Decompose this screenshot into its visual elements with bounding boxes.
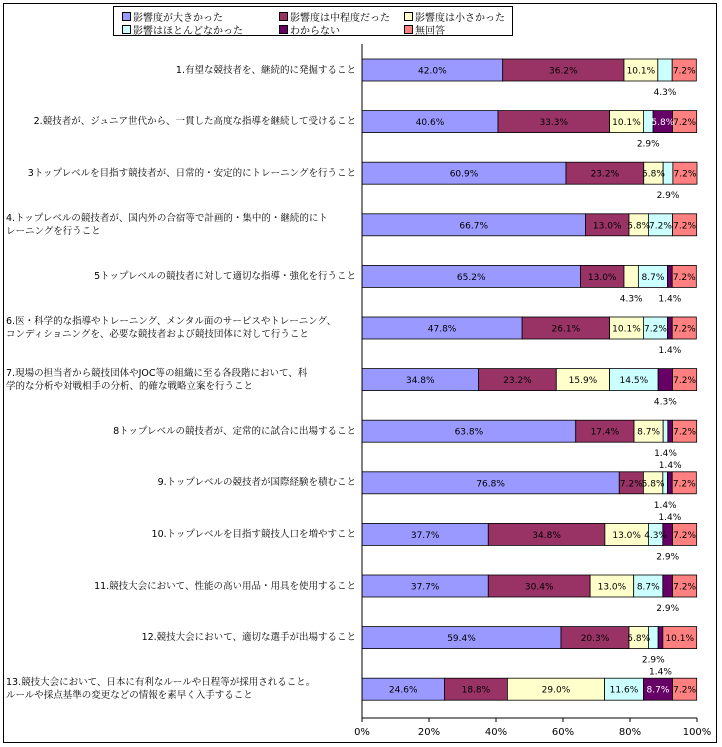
data-label: 7.2% xyxy=(673,169,697,180)
data-label: 37.7% xyxy=(410,582,440,593)
data-label: 4.3% xyxy=(653,88,677,98)
data-label: 29.0% xyxy=(541,685,571,696)
data-label: 1.4% xyxy=(654,449,677,460)
data-label: 8.7% xyxy=(641,272,665,283)
data-label: 40.6% xyxy=(415,118,445,129)
data-label: 26.1% xyxy=(551,324,581,335)
data-label: 7.2% xyxy=(673,427,697,438)
data-label: 4.3% xyxy=(619,294,643,305)
data-label: 8.7% xyxy=(637,427,661,438)
category-label-line: 11.競技大会において、性能の高い用品・用具を使用すること xyxy=(94,580,356,592)
x-tick-label: 60% xyxy=(551,727,575,738)
category-label-line: 12.競技大会において、適切な選手が出場すること xyxy=(141,632,356,644)
data-label: 33.3% xyxy=(539,118,569,129)
x-tick-label: 100% xyxy=(682,727,712,738)
data-label: 63.8% xyxy=(454,427,484,438)
data-label: 37.7% xyxy=(410,530,440,541)
data-label: 76.8% xyxy=(476,479,505,490)
data-label: 7.2% xyxy=(619,479,643,490)
category-label-line: レーニングを行うこと xyxy=(6,225,101,237)
data-label: 7.2% xyxy=(673,118,697,129)
bar-segment xyxy=(658,627,663,649)
bar-segment xyxy=(658,59,672,81)
x-tick-label: 80% xyxy=(618,727,642,738)
data-label: 7.2% xyxy=(673,221,697,232)
bar-segment xyxy=(668,420,673,442)
bar-segment xyxy=(663,575,673,597)
data-label: 13.0% xyxy=(597,582,627,593)
legend-label: 無回答 xyxy=(415,26,445,37)
data-label: 4.3% xyxy=(653,397,677,408)
data-label: 7.2% xyxy=(673,530,697,541)
data-label: 23.2% xyxy=(590,169,620,180)
data-label: 7.2% xyxy=(649,221,672,232)
data-label: 65.2% xyxy=(456,272,486,283)
bar-segment xyxy=(668,265,673,287)
category-label-line: 7.現場の担当者から競技団体やJOC等の組織に至る各段階において、科 xyxy=(6,367,308,379)
data-label: 34.8% xyxy=(405,376,435,387)
data-label: 23.2% xyxy=(503,376,532,387)
data-label: 8.7% xyxy=(646,685,670,696)
category-label-line: 3トップレベルを目指す競技者が、日常的・安定的にトレーニングを行うこと xyxy=(27,167,356,179)
data-label: 1.4% xyxy=(658,512,682,523)
category-label-line: 8トップレベルの競技者が、定常的に試合に出場すること xyxy=(113,425,356,437)
data-label: 10.1% xyxy=(665,634,695,645)
data-label: 17.4% xyxy=(590,427,620,438)
data-label: 24.6% xyxy=(388,685,418,696)
category-label-line: 10.トップレベルを目指す競技人口を増やすこと xyxy=(151,528,356,540)
data-label: 1.4% xyxy=(658,294,682,305)
data-label: 30.4% xyxy=(524,582,554,593)
data-label: 34.8% xyxy=(532,530,561,541)
data-label: 4.3% xyxy=(644,530,668,541)
data-label: 5.8% xyxy=(642,169,665,180)
data-label: 15.9% xyxy=(568,376,598,387)
category-label-line: 13.競技大会において、日本に有利なルールや日程等が採用されること。 xyxy=(6,677,316,689)
x-tick-label: 0% xyxy=(354,727,370,738)
bar-segment xyxy=(663,420,668,442)
data-label: 10.1% xyxy=(612,324,641,335)
data-label: 66.7% xyxy=(459,221,489,232)
data-label: 36.2% xyxy=(549,66,578,77)
data-label: 5.8% xyxy=(641,479,665,490)
x-tick-label: 40% xyxy=(484,727,508,738)
data-label: 2.9% xyxy=(656,552,680,563)
data-label: 7.2% xyxy=(673,582,697,593)
data-label: 1.4% xyxy=(658,346,682,356)
data-label: 1.4% xyxy=(658,461,682,472)
bar-segment xyxy=(624,265,638,287)
data-label: 1.4% xyxy=(649,667,672,678)
data-label: 42.0% xyxy=(418,66,447,77)
bar-segment xyxy=(658,369,672,391)
data-label: 13.0% xyxy=(612,530,641,541)
data-label: 7.2% xyxy=(673,376,697,387)
category-label-line: 2.競技者が、ジュニア世代から、一貫した高度な指導を継続して受けること xyxy=(33,116,356,128)
data-label: 20.3% xyxy=(580,634,610,645)
data-label: 2.9% xyxy=(636,139,660,150)
data-label: 7.2% xyxy=(672,272,696,283)
category-label-line: ルールや採点基準の変更などの情報を素早く入手すること xyxy=(6,690,253,702)
legend-label: 影響度は中程度だった xyxy=(290,13,390,24)
data-label: 5.8% xyxy=(651,118,675,129)
category-label-line: 9.トップレベルの競技者が国際経験を積むこと xyxy=(157,477,356,489)
x-tick-label: 20% xyxy=(417,727,441,738)
data-label: 7.2% xyxy=(673,685,697,696)
data-label: 10.1% xyxy=(626,66,656,77)
data-label: 60.9% xyxy=(449,169,479,180)
category-label-line: 6.医・科学的な指導やトレーニング、メンタル面のサービスやトレーニング、 xyxy=(6,316,337,327)
data-label: 14.5% xyxy=(619,376,649,387)
data-label: 8.7% xyxy=(636,582,660,593)
data-label: 2.9% xyxy=(656,191,680,202)
data-label: 5.8% xyxy=(627,634,651,645)
data-label: 11.6% xyxy=(609,685,639,696)
data-label: 10.1% xyxy=(612,118,641,129)
category-label-line: 1.有望な競技者を、継続的に発掘すること xyxy=(175,64,356,76)
data-label: 18.8% xyxy=(461,685,491,696)
data-label: 7.2% xyxy=(644,324,667,335)
bar-segment xyxy=(668,317,673,339)
data-label: 7.2% xyxy=(672,324,696,335)
data-label: 59.4% xyxy=(447,634,476,645)
data-label: 2.9% xyxy=(641,655,665,666)
category-label-line: 5トップレベルの競技者に対して適切な指導・強化を行うこと xyxy=(94,270,356,282)
category-label-line: 学的な分析や対戦相手の分析、的確な戦略立案を行うこと xyxy=(6,380,254,392)
legend-label: 影響度は小さかった xyxy=(415,13,505,24)
data-label: 13.0% xyxy=(592,221,622,232)
data-label: 1.4% xyxy=(653,500,677,511)
legend-label: わからない xyxy=(290,26,340,37)
legend-label: 影響度が大きかった xyxy=(133,13,223,24)
data-label: 47.8% xyxy=(427,324,457,335)
data-label: 7.2% xyxy=(672,66,696,77)
data-label: 2.9% xyxy=(656,604,680,614)
category-label-line: 4.トップレベルの競技者が、国内外の合宿等で計画的・集中的・継続的にト xyxy=(6,212,328,224)
legend-label: 影響はほとんどなかった xyxy=(133,26,243,37)
data-label: 13.0% xyxy=(587,272,617,283)
bar-segment xyxy=(668,472,673,494)
data-label: 7.2% xyxy=(672,479,696,490)
data-label: 5.8% xyxy=(627,221,651,232)
category-label-line: コンディショニングを、必要な競技者および競技団体に対して行うこと xyxy=(6,329,309,340)
